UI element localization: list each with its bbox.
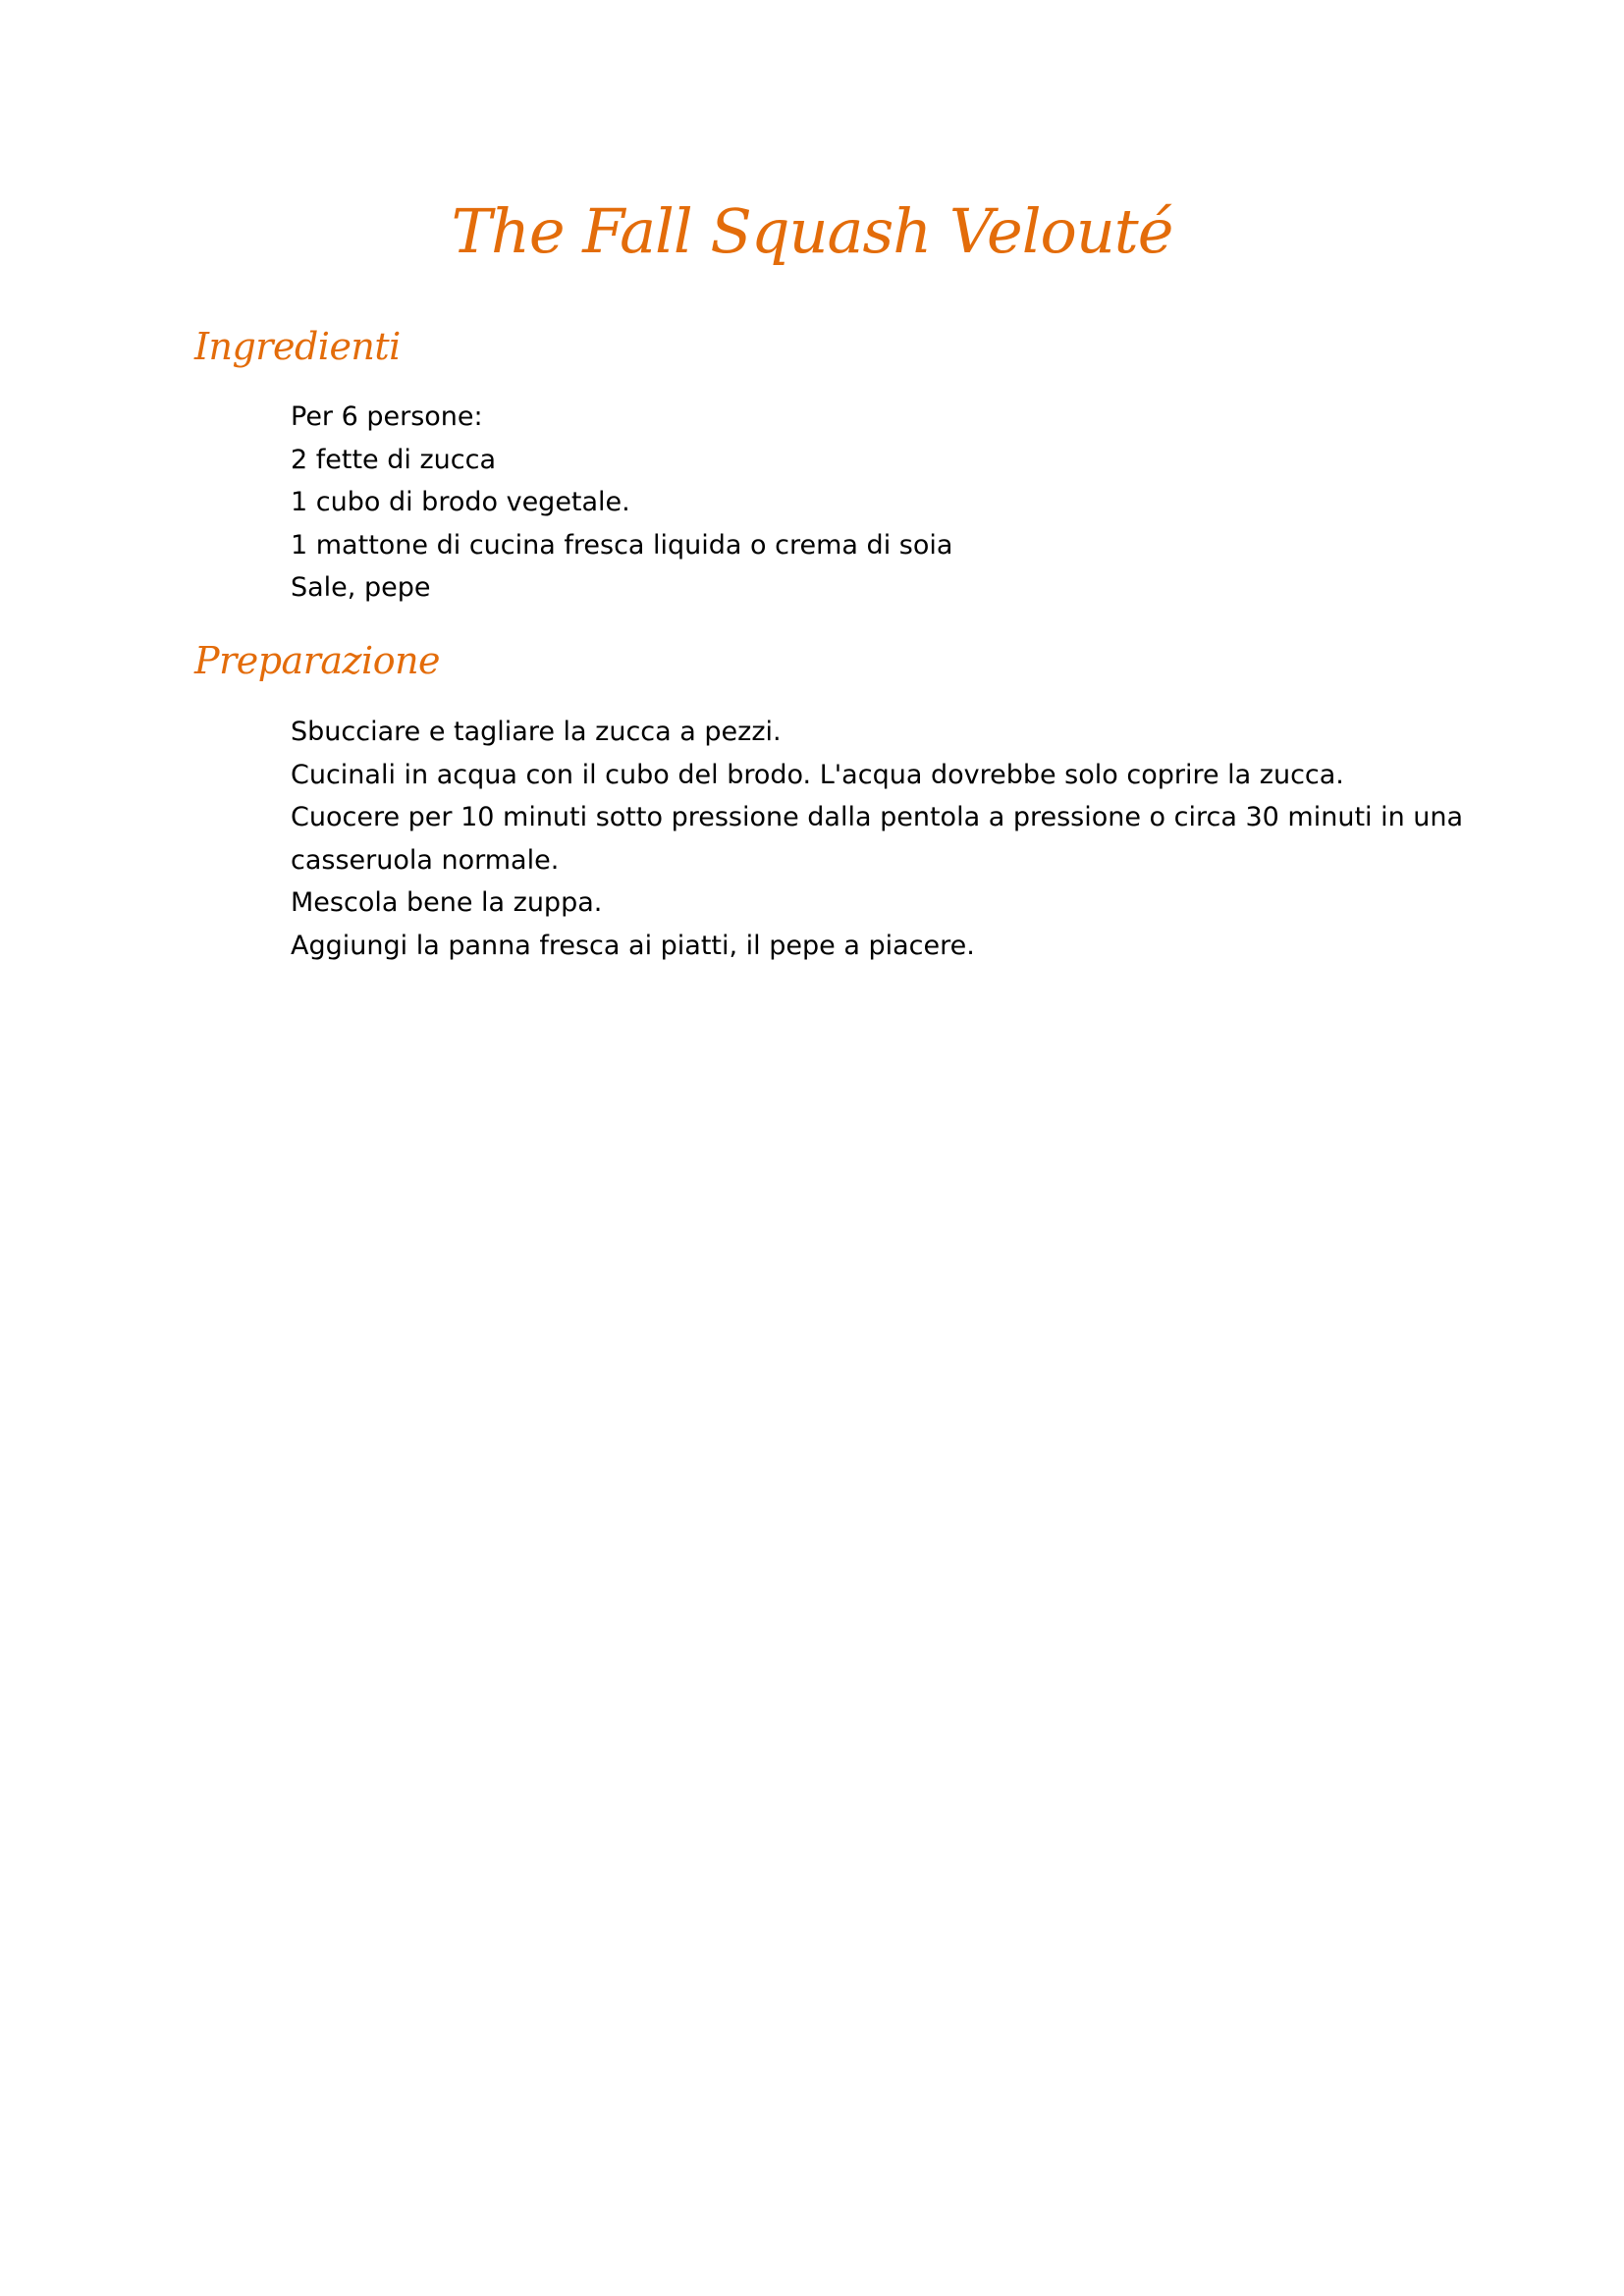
ingredients-list: [291, 396, 1528, 610]
preparation-step: Cuocere per 10 minuti sotto pressione dalla pentola a pressione o circa 30 minuti in una casseruola normale.: [291, 802, 1464, 876]
ingredient-line: Per 6 persone:: [291, 401, 483, 432]
recipe-title: The Fall Squash Velouté: [451, 195, 1173, 267]
ingredient-line: Sale, pepe: [291, 572, 431, 603]
ingredient-line: 1 cubo di brodo vegetale.: [291, 487, 630, 517]
ingredient-line: 2 fette di zucca: [291, 444, 496, 475]
preparation-steps: [291, 711, 1528, 967]
preparation-step: Aggiungi la panna fresca ai piatti, il pepe a piacere.: [291, 930, 975, 961]
ingredients-heading: Ingredienti: [194, 325, 401, 368]
preparation-step: Sbucciare e tagliare la zucca a pezzi.: [291, 717, 782, 747]
preparation-step: Mescola bene la zuppa.: [291, 887, 603, 918]
preparation-heading: Preparazione: [194, 639, 441, 682]
ingredient-line: 1 mattone di cucina fresca liquida o crema di soia: [291, 529, 953, 561]
preparation-step: Cucinali in acqua con il cubo del brodo. L'acqua dovrebbe solo coprire la zucca.: [291, 759, 1344, 790]
